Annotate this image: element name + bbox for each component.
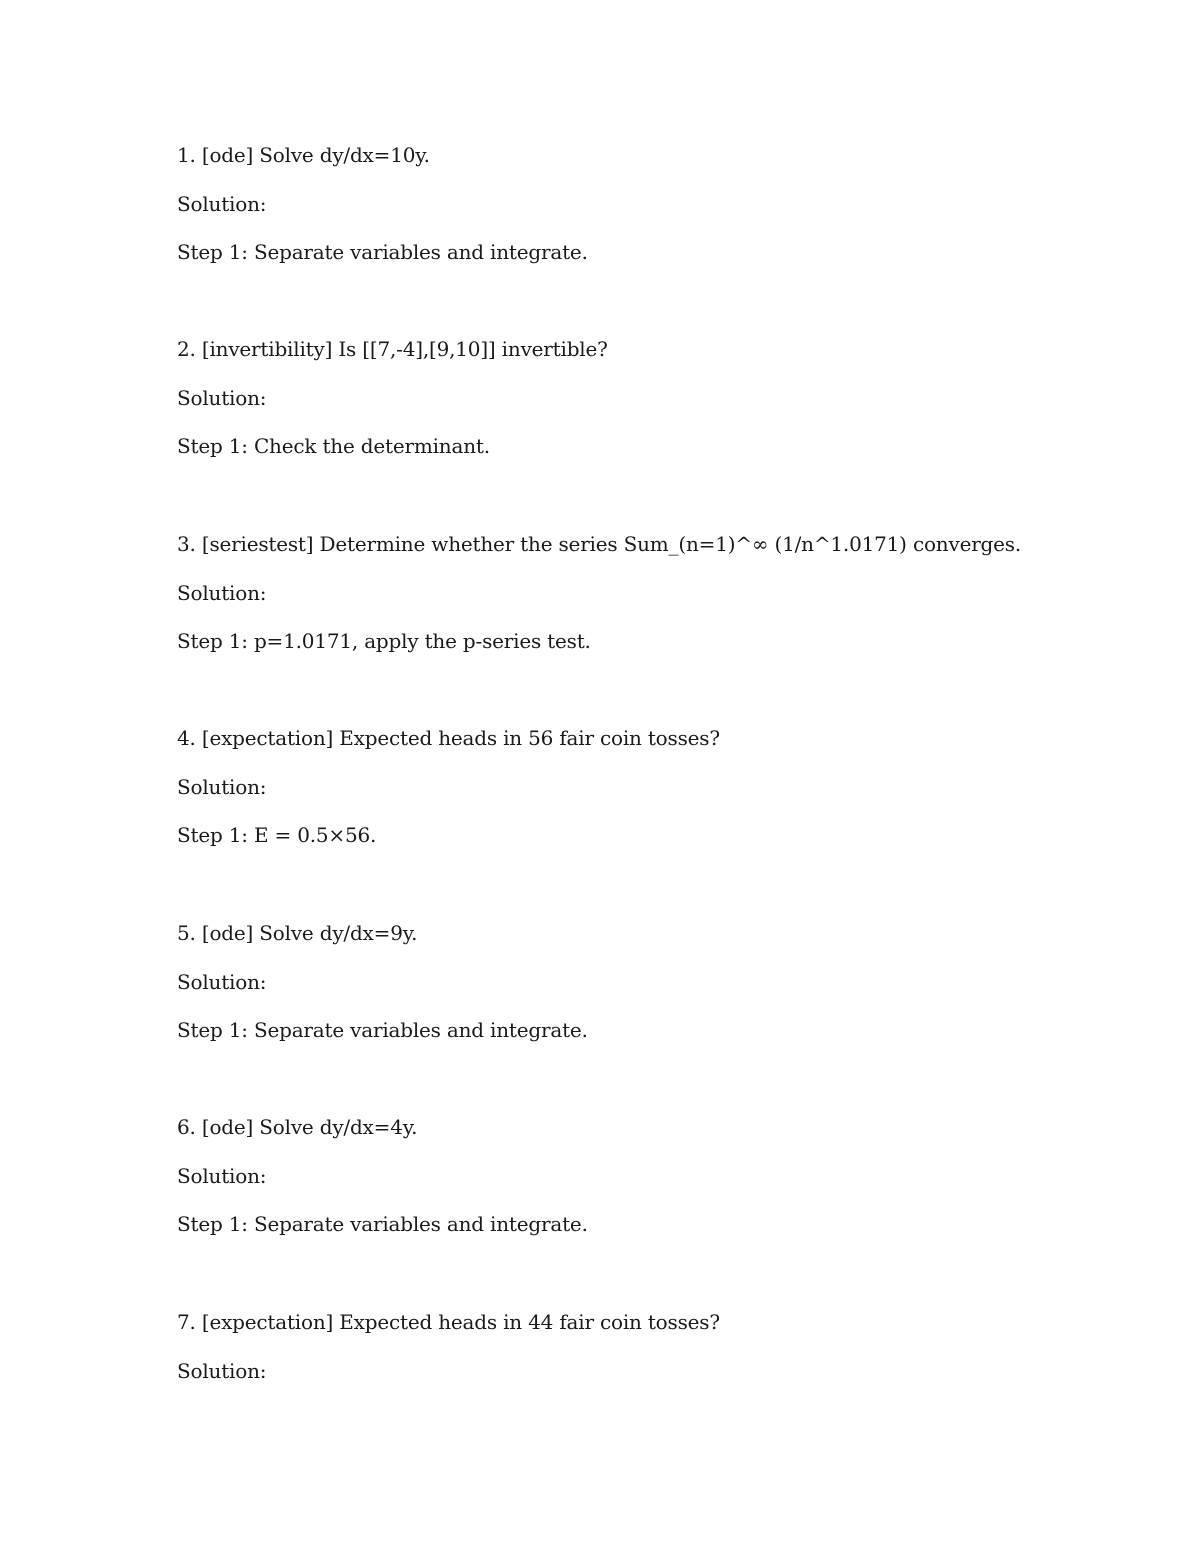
problem-2-solution-label: Solution:: [177, 386, 267, 410]
problem-5-step-1: Step 1: Separate variables and integrate.: [177, 1018, 588, 1042]
problem-7-question: 7. [expectation] Expected heads in 44 fair coin tosses?: [177, 1310, 720, 1334]
problem-4-solution-label: Solution:: [177, 775, 267, 799]
problem-6-step-1: Step 1: Separate variables and integrate.: [177, 1212, 588, 1236]
problem-3-solution-label: Solution:: [177, 581, 267, 605]
problem-1-step-1: Step 1: Separate variables and integrate.: [177, 240, 588, 264]
problem-6-solution-label: Solution:: [177, 1164, 267, 1188]
problem-3-question: 3. [seriestest] Determine whether the series Sum_(n=1)^∞ (1/n^1.0171) converges.: [177, 532, 1022, 556]
problem-5-question: 5. [ode] Solve dy/dx=9y.: [177, 921, 418, 945]
problem-3-step-1: Step 1: p=1.0171, apply the p-series test.: [177, 629, 591, 653]
problem-4-step-1: Step 1: E = 0.5×56.: [177, 823, 377, 847]
problem-4-question: 4. [expectation] Expected heads in 56 fair coin tosses?: [177, 726, 720, 750]
problem-6-question: 6. [ode] Solve dy/dx=4y.: [177, 1115, 418, 1139]
problem-2-step-1: Step 1: Check the determinant.: [177, 434, 490, 458]
problem-5-solution-label: Solution:: [177, 970, 267, 994]
problem-2-question: 2. [invertibility] Is [[7,-4],[9,10]] invertible?: [177, 337, 608, 361]
problem-1-solution-label: Solution:: [177, 192, 267, 216]
problem-1-question: 1. [ode] Solve dy/dx=10y.: [177, 143, 430, 167]
problem-7-solution-label: Solution:: [177, 1359, 267, 1383]
